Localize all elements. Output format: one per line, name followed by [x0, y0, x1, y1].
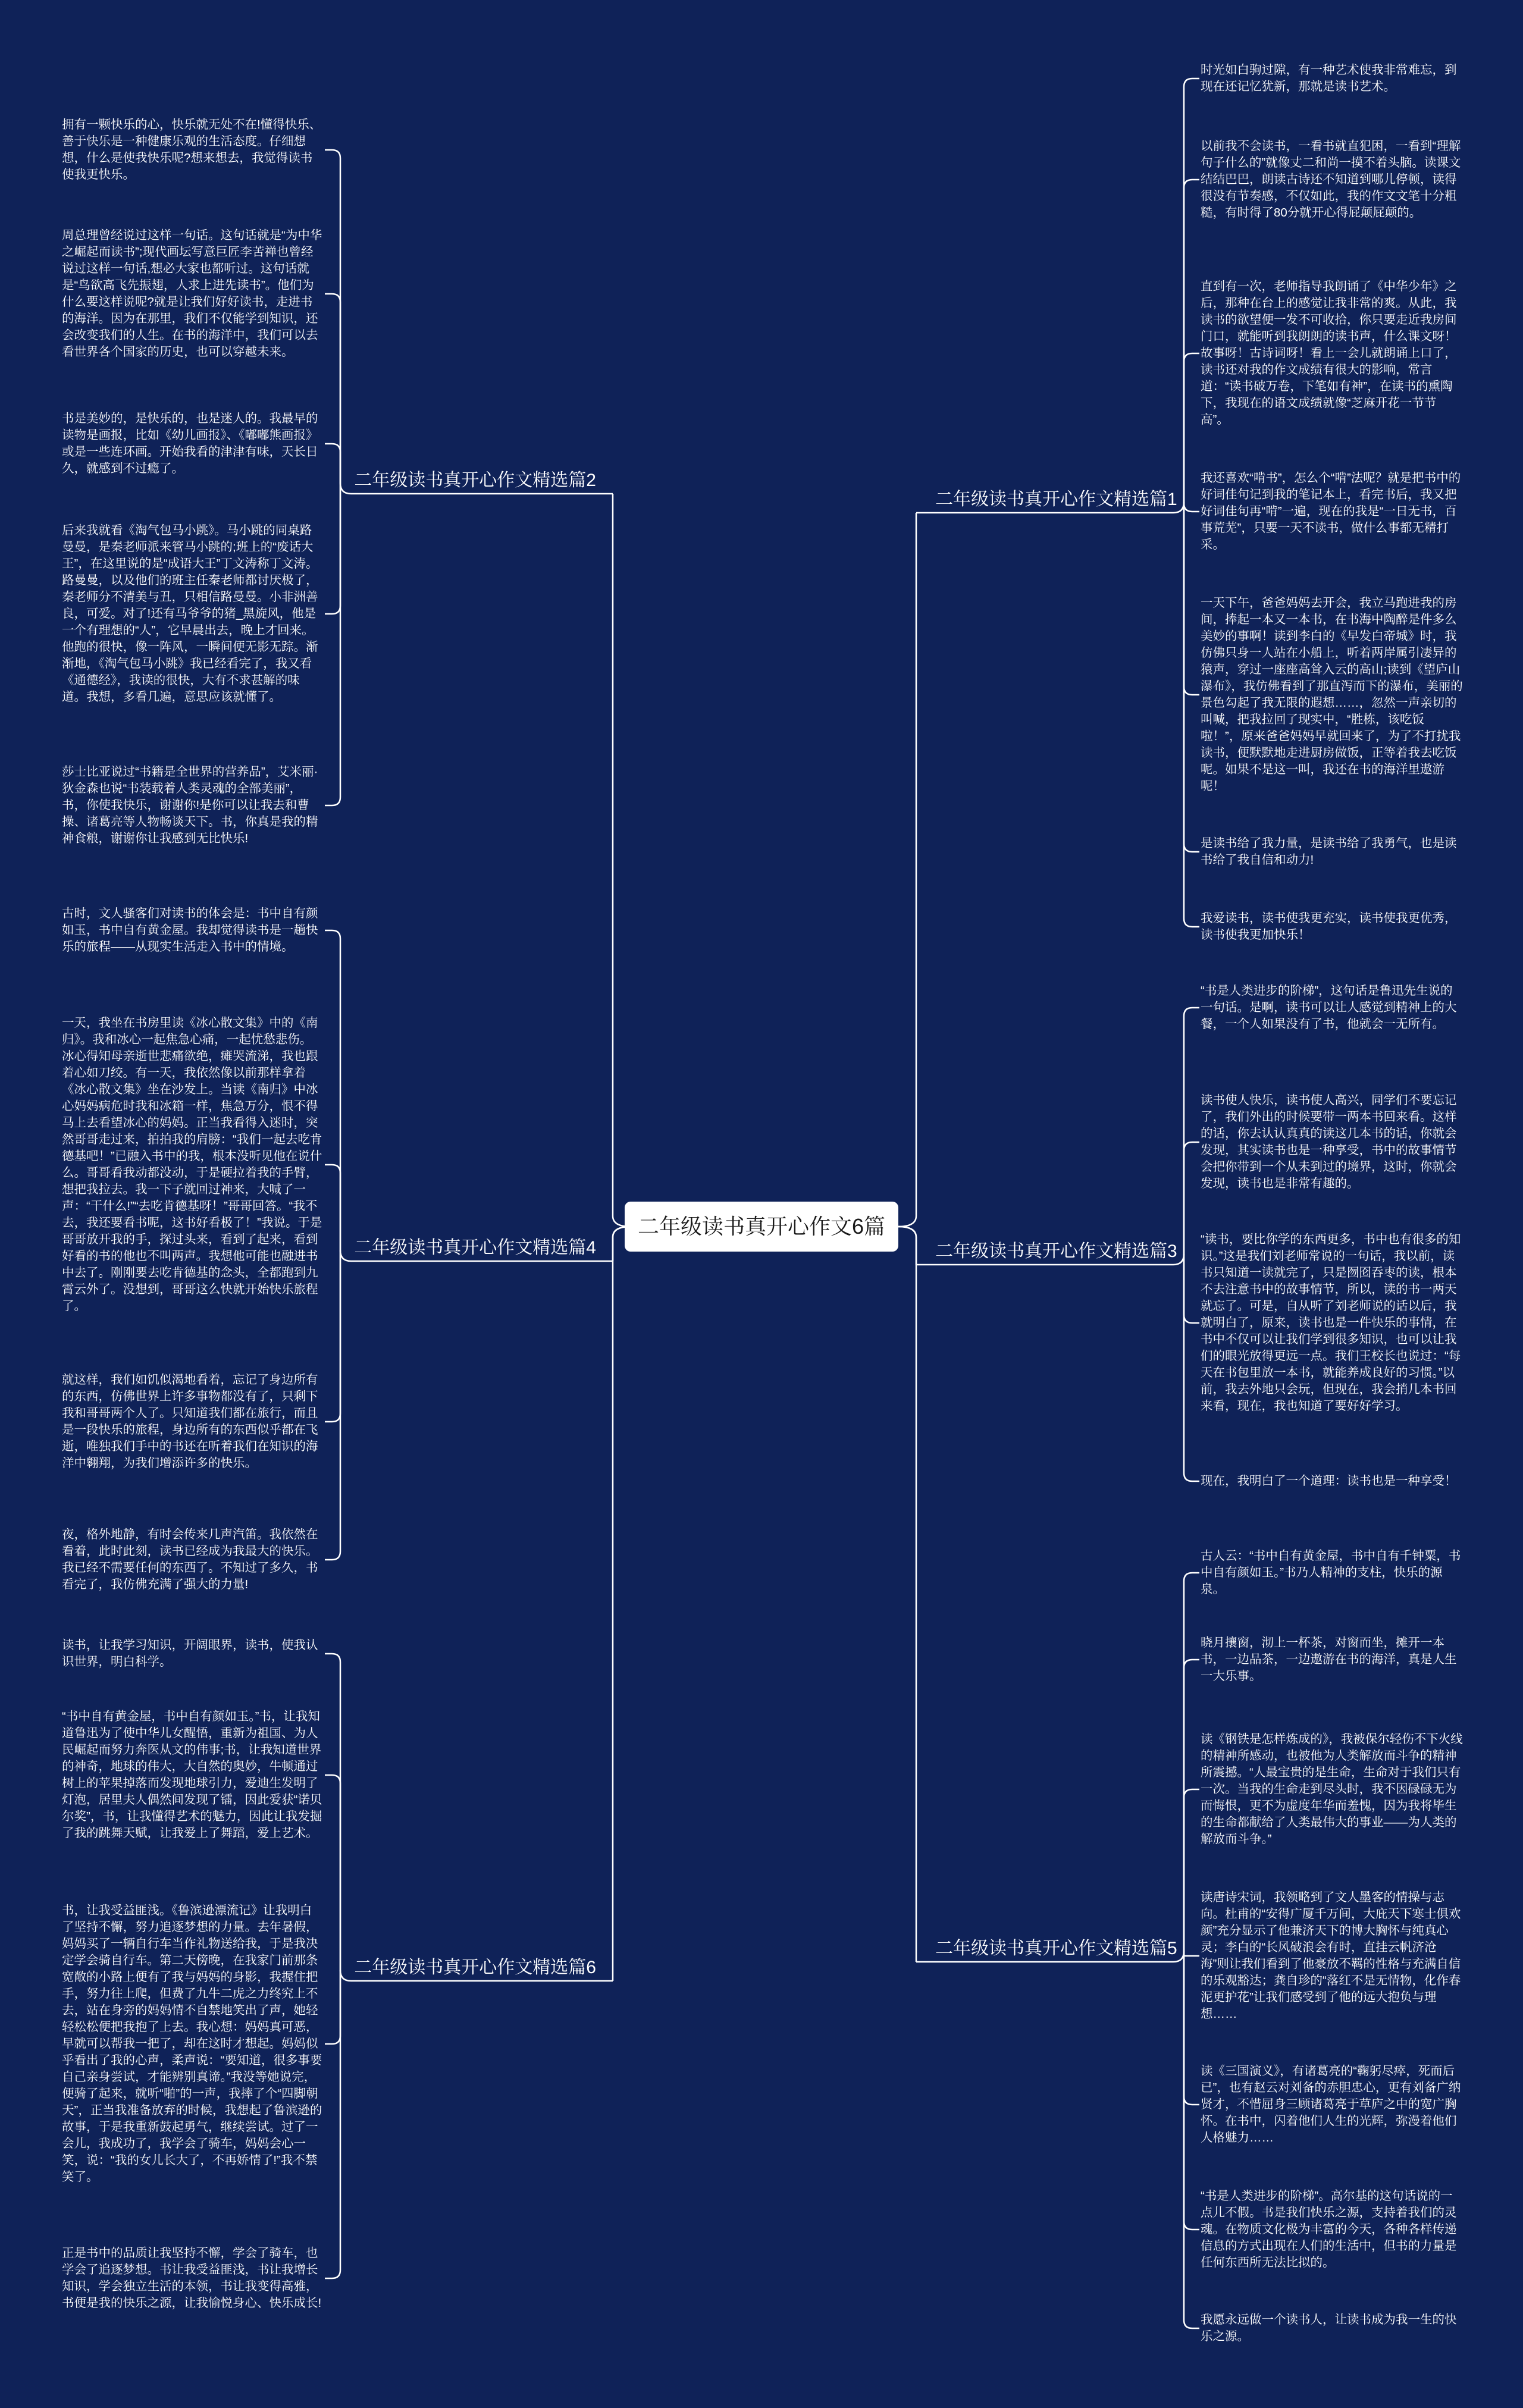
leaf-text[interactable]: 我愿永远做一个读书人，让读书成为我一生的快乐之源。 [1201, 2313, 1457, 2343]
connector-line [325, 1970, 340, 2278]
leaf-text[interactable]: 读书使人快乐，读书使人高兴，同学们不要忘记了，我们外出的时候要带一两本书回来看。这样的话，你去认认真真的读这几本书的话，你就会发现，其实读书也是一种享受，书中的故事情节会把你带到一个从未到过的境界，这时，你就会发现，读书也是非常有趣的。 [1201, 1093, 1457, 1190]
connector-line [325, 1250, 340, 1422]
leaf-text[interactable]: 时光如白驹过隙，有一种艺术使我非常难忘，到现在还记忆犹新，那就是读书艺术。 [1201, 63, 1457, 93]
connector-line [613, 494, 631, 1227]
leaf-text[interactable]: 书，让我受益匪浅。《鲁滨逊漂流记》让我明白了坚持不懈，努力追逐梦想的力量。去年暑假，妈妈买了一辆自行车当作礼物送给我，于是我决定学会骑自行车。第二天傍晚，在我家门前那条宽敞的小路上便有了我与妈妈的身影，我握住把手，努力往上爬，但费了九牛二虎之力终究上不去，站在身旁的妈妈情不自禁地笑出了声，她轻轻松松便把我抱了上去。我心想：妈妈真可恶，早就可以帮我一把了，却在这时才想起。妈妈似乎看出了我的心声，柔声说：“要知道，很多事要自己亲身尝试，才能辨别真谛。”我没等她说完，便骑了起来，就听“啪”的一声，我摔了个“四脚朝天”，正当我准备放弃的时候，我想起了鲁滨逊的故事，于是我重新鼓起勇气，继续尝试。过了一会儿，我成功了，我学会了骑车，妈妈会心一笑，说：“我的女儿长大了，不再娇情了!”我不禁笑了。 [62, 1904, 322, 2184]
branch-label-b5[interactable]: 二年级读书真开心作文精选篇5 [935, 1939, 1177, 1958]
connector-line [1184, 1142, 1199, 1254]
connector-line [325, 150, 340, 483]
leaf-text[interactable]: “书中自有黄金屋，书中自有颜如玉。”书，让我知道鲁迅为了使中华儿女醒悟，重新为祖国、为人民崛起而努力奔医从文的伟事;书，让我知道世界的神奇，地球的伟大，大自然的奥妙，牛顿通过树上的苹果掉落而发现地球引力，爱迪生发明了灯泡，居里夫人偶然间发现了镭，因此爱获“诺贝尔奖”，书，让我懂得艺术的魅力，因此让我发掘了我的跳舞天赋，让我爱上了舞蹈，爱上艺术。 [62, 1710, 322, 1840]
connector-line [1184, 1660, 1199, 1951]
leaf-text[interactable]: 直到有一次，老师指导我朗诵了《中华少年》之后，那种在台上的感觉让我非常的爽。从此，我读书的欲望便一发不可收拾，你只要走近我房间门口，就能听到我朗朗的读书声，什么课文呀！故事呀！古诗词呀！看上一会儿就朗诵上口了，读书还对我的作文成绩有很大的影响，常言道：“读书破万卷，下笔如有神”，在读书的熏陶下，我现在的语文成绩就像“芝麻开花一节节高”。 [1201, 280, 1457, 427]
connector-line [1184, 1254, 1199, 1481]
connector-line [1184, 1951, 1199, 2328]
connector-line [1184, 79, 1199, 502]
connector-line [1184, 1008, 1199, 1254]
leaf-text[interactable]: 是读书给了我力量，是读书给了我勇气，也是读书给了我自信和动力! [1201, 836, 1457, 867]
connector-line [325, 444, 340, 483]
leaf-text[interactable]: 我爱读书，读书使我更充实，读书使我更优秀，读书使我更加快乐！ [1201, 911, 1457, 942]
leaf-text[interactable]: 以前我不会读书，一看书就直犯困，一看到“理解句子什么的”就像丈二和尚一摸不着头脑。读课文结结巴巴，朗读古诗还不知道到哪儿停顿，读得很没有节奏感，不仅如此，我的作文文笔十分粗糙，有时得了80分就开心得屁颠屁颠的。 [1201, 139, 1461, 220]
connector-line [325, 1775, 340, 1970]
leaf-text[interactable]: 古人云：“书中自有黄金屋，书中自有千钟粟，书中自有颜如玉。”书乃人精神的支柱，快乐的源泉。 [1201, 1549, 1461, 1596]
connector-line [325, 294, 340, 483]
leaf-text[interactable]: 后来我就看《淘气包马小跳》。马小跳的同桌路曼曼，是秦老师派来管马小跳的;班上的“废话大王”，在这里说的是“成语大王”丁文涛称丁文涛。路曼曼，以及他们的班主任秦老师都讨厌极了，秦老师分不清美与丑，只相信路曼曼。小非洲善良，可爱。对了!还有马爷爷的猪_黑旋风，他是一个有理想的“人”，它早晨出去，晚上才回来。他跑的很快，像一阵风，一瞬间便无影无踪。渐渐地，《淘气包马小跳》我已经看完了，我又看《通德经》，我读的很快，大有不求甚解的味道。我想，多看几遍，意思应该就懂了。 [62, 523, 318, 704]
leaf-text[interactable]: 夜，格外地静，有时会传来几声汽笛。我依然在看着，此时此刻，读书已经成为我最大的快乐。我已经不需要任何的东西了。不知过了多久，书看完了，我仿佛充满了强大的力量! [62, 1528, 318, 1591]
connector-line [1184, 180, 1199, 502]
leaf-text[interactable]: 一天，我坐在书房里读《冰心散文集》中的《南归》。我和冰心一起焦急心痛，一起忧愁悲伤。冰心得知母亲逝世悲痛欲绝，瘫哭流涕，我也跟着心如刀绞。有一天，我依然像以前那样拿着《冰心散文集》坐在沙发上。当读《南归》中冰心妈妈病危时我和冰箱一样，焦急万分，恨不得马上去看望冰心的妈妈。正当我看得入迷时，突然哥哥走过来，拍拍我的肩膀：“我们一起去吃肯德基吧！”已融入书中的我，根本没听见他在说什么。哥哥看我动都没动，于是硬拉着我的手臂，想把我拉去。我一下子就回过神来，大喊了一声：“干什么!”“去吃肯德基呀！”哥哥回答。“我不去，我还要看书呢，这书好看极了！”我说。于是哥哥放开我的手，探过头来，看到了起来，看到好看的书的他也不叫两声。我想他可能也融进书中去了。刚刚要去吃肯德基的念头，全都跑到九霄云外了。没想到，哥哥这么快就开始快乐旅程了。 [62, 1016, 322, 1313]
connector-line [325, 1165, 340, 1250]
branch-label-b2[interactable]: 二年级读书真开心作文精选篇2 [354, 471, 596, 490]
leaf-text[interactable]: 周总理曾经说过这样一句话。这句话就是“为中华之崛起而读书”;现代画坛写意巨匠李苦禅也曾经说过这样一句话,想必大家也都听过。这句话就是“鸟欲高飞先振翅，人求上进先读书”。他们为什么要这样说呢?就是让我们好好读书，走进书的海洋。因为在那里，我们不仅能学到知识，还会改变我们的人生。在书的海洋中，我们可以去看世界各个国家的历史，也可以穿越未来。 [62, 228, 322, 359]
connector-line [325, 1250, 340, 1560]
leaf-text[interactable]: 读《钢铁是怎样炼成的》，我被保尔轻伤不下火线的精神所感动，也被他为人类解放而斗争的精神所震撼。“人最宝贵的是生命，生命对于我们只有一次。当我的生命走到尽头时，我不因碌碌无为而悔恨，更不为虚度年华而羞愧，因为我将毕生的生命都献给了人类最伟大的事业——为人类的解放而斗争。” [1201, 1732, 1463, 1846]
connector-line [898, 513, 916, 1227]
leaf-text[interactable]: “书是人类进步的阶梯”，这句话是鲁迅先生说的一句话。是啊，读书可以让人感觉到精神上的大餐，一个人如果没有了书，他就会一无所有。 [1201, 984, 1457, 1031]
connector-line [1184, 1951, 1199, 2230]
leaf-text[interactable]: 晓月攘窗，沏上一杯茶，对窗而坐，摊开一本书，一边品茶，一边遨游在书的海洋，真是人生一大乐事。 [1201, 1636, 1457, 1683]
connector-line [898, 1227, 916, 1962]
connector-line [1184, 502, 1199, 695]
leaf-text[interactable]: 莎士比亚说过“书籍是全世界的营养品”，艾米丽·狄金森也说“书装载着人类灵魂的全部美丽”，书，你使我快乐，谢谢你!是你可以让我去和曹操、诸葛亮等人物畅谈天下。书，你真是我的精神食粮，谢谢你让我感到无比快乐! [62, 765, 318, 845]
leaf-text[interactable]: 拥有一颗快乐的心，快乐就无处不在!懂得快乐、善于快乐是一种健康乐观的生活态度。仔细想想，什么是使我快乐呢?想来想去，我觉得读书使我更快乐。 [62, 118, 322, 181]
branch-label-b6[interactable]: 二年级读书真开心作文精选篇6 [354, 1958, 596, 1977]
connector-line [613, 1227, 631, 1981]
branch-label-b3[interactable]: 二年级读书真开心作文精选篇3 [935, 1241, 1177, 1261]
connector-line [1184, 502, 1199, 927]
leaf-text[interactable]: 读书，让我学习知识，开阔眼界，读书，使我认识世界，明白科学。 [62, 1638, 318, 1669]
leaf-text[interactable]: 书是美妙的，是快乐的，也是迷人的。我最早的读物是画报，比如《幼儿画报》、《嘟嘟熊画报》或是一些连环画。开始我看的津津有味，天长日久，就感到不过瘾了。 [62, 412, 318, 475]
connector-line [325, 1654, 340, 1970]
connector-line [898, 1227, 916, 1265]
leaf-text[interactable]: “读书，要比你学的东西更多，书中也有很多的知识。”这是我们刘老师常说的一句话，我以前，读书只知道一读就完了，只是囫囵吞枣的读，根本不去注意书中的故事情节，所以，读的书一两天就忘了。可是，自从听了刘老师说的话以后，我就明白了，原来，读书也是一件快乐的事情，在书中不仅可以让我们学到很多知识，也可以让我们的眼光放得更远一点。我们王校长也说过：“每天在书包里放一本书，就能养成良好的习惯。”以前，我去外地只会玩，但现在，我会捎几本书回来看，现在，我也知道了要好好学习。 [1201, 1233, 1461, 1413]
connector-line [325, 483, 340, 805]
branch-label-b1[interactable]: 二年级读书真开心作文精选篇1 [935, 490, 1177, 509]
leaf-text[interactable]: 一天下午，爸爸妈妈去开会，我立马跑进我的房间，捧起一本又一本书，在书海中陶醉是件多么美妙的事啊！读到李白的《早发白帝城》时，我仿佛只身一人站在小船上，听着两岸属引凄异的猿声，穿过一座座高耸入云的高山;读到《望庐山瀑布》，我仿佛看到了那直泻而下的瀑布，美丽的景色勾起了我无限的遐想……，忽然一声亲切的叫喊，把我拉回了现实中，“胜栋，该吃饭啦！”，原来爸爸妈妈早就回来了，为了不打扰我读书，便默默地走进厨房做饭，正等着我去吃饭呢。如果不是这一叫，我还在书的海洋里遨游呢！ [1201, 596, 1463, 793]
connector-line [325, 483, 340, 614]
connector-line [1184, 353, 1199, 502]
root-node[interactable]: 二年级读书真开心作文6篇 [625, 1202, 898, 1252]
leaf-text[interactable]: 读《三国演义》，有诸葛亮的“鞠躬尽瘁，死而后已”，也有赵云对刘备的赤胆忠心，更有刘备广纳贤才，不惜屈身三顾诸葛亮于草庐之中的宽广胸怀。在书中，闪着他们人生的光辉，弥漫着他们人格魅力…… [1201, 2064, 1461, 2144]
leaf-text[interactable]: 就这样，我们如饥似渴地看着，忘记了身边所有的东西，仿佛世界上许多事物都没有了，只剩下我和哥哥两个人了。只知道我们都在旅行，而且是一段快乐的旅程，身边所有的东西似乎都在飞逝，唯独我们手中的书还在听着我们在知识的海洋中翱翔，为我们增添许多的快乐。 [62, 1373, 318, 1470]
branch-label-b4[interactable]: 二年级读书真开心作文精选篇4 [354, 1238, 596, 1258]
leaf-text[interactable]: 正是书中的品质让我坚持不懈，学会了骑车，也学会了追逐梦想。书让我受益匪浅，书让我增长知识，学会独立生活的本领，书让我变得高雅，书便是我的快乐之源，让我愉悦身心、快乐成长! [62, 2246, 322, 2310]
connector-line [1184, 502, 1199, 852]
connector-line [1184, 502, 1199, 512]
connector-line [1184, 1573, 1199, 1951]
connector-line [1184, 1789, 1199, 1951]
leaf-text[interactable]: 读唐诗宋词，我领略到了文人墨客的情操与志向。杜甫的“安得广厦千万间，大庇天下寒士俱欢颜”充分显示了他兼济天下的博大胸怀与纯真心灵；李白的“长风破浪会有时，直挂云帆济沧海”则让我们看到了他豪放不羁的性格与充满自信的乐观豁达；龚自珍的“落红不是无情物，化作春泥更护花”让我们感受到了他的远大抱负与理想…… [1201, 1890, 1461, 2021]
connector-line [1184, 1254, 1199, 1323]
connector-line [1184, 1951, 1199, 2105]
leaf-text[interactable]: 古时，文人骚客们对读书的体会是：书中自有颜如玉，书中自有黄金屋。我却觉得读书是一趟快乐的旅程——从现实生活走入书中的情境。 [62, 907, 318, 954]
leaf-text[interactable]: 现在，我明白了一个道理：读书也是一种享受！ [1201, 1474, 1457, 1488]
leaf-text[interactable]: 我还喜欢“啃书”，怎么个“啃”法呢？就是把书中的好词佳句记到我的笔记本上，看完书后，我又把好词佳句再“啃”一遍，现在的我是“一日无书，百事荒芜”，只要一天不读书，做什么事都无精打采。 [1201, 471, 1461, 551]
connector-line [325, 1970, 340, 2044]
leaf-text[interactable]: “书是人类进步的阶梯”。高尔基的这句话说的一点儿不假。书是我们快乐之源，支持着我们的灵魂。在物质文化极为丰富的今天，各种各样传递信息的方式出现在人们的生活中，但书的力量是任何东西所无法比拟的。 [1201, 2189, 1457, 2269]
connector-line [325, 930, 340, 1250]
